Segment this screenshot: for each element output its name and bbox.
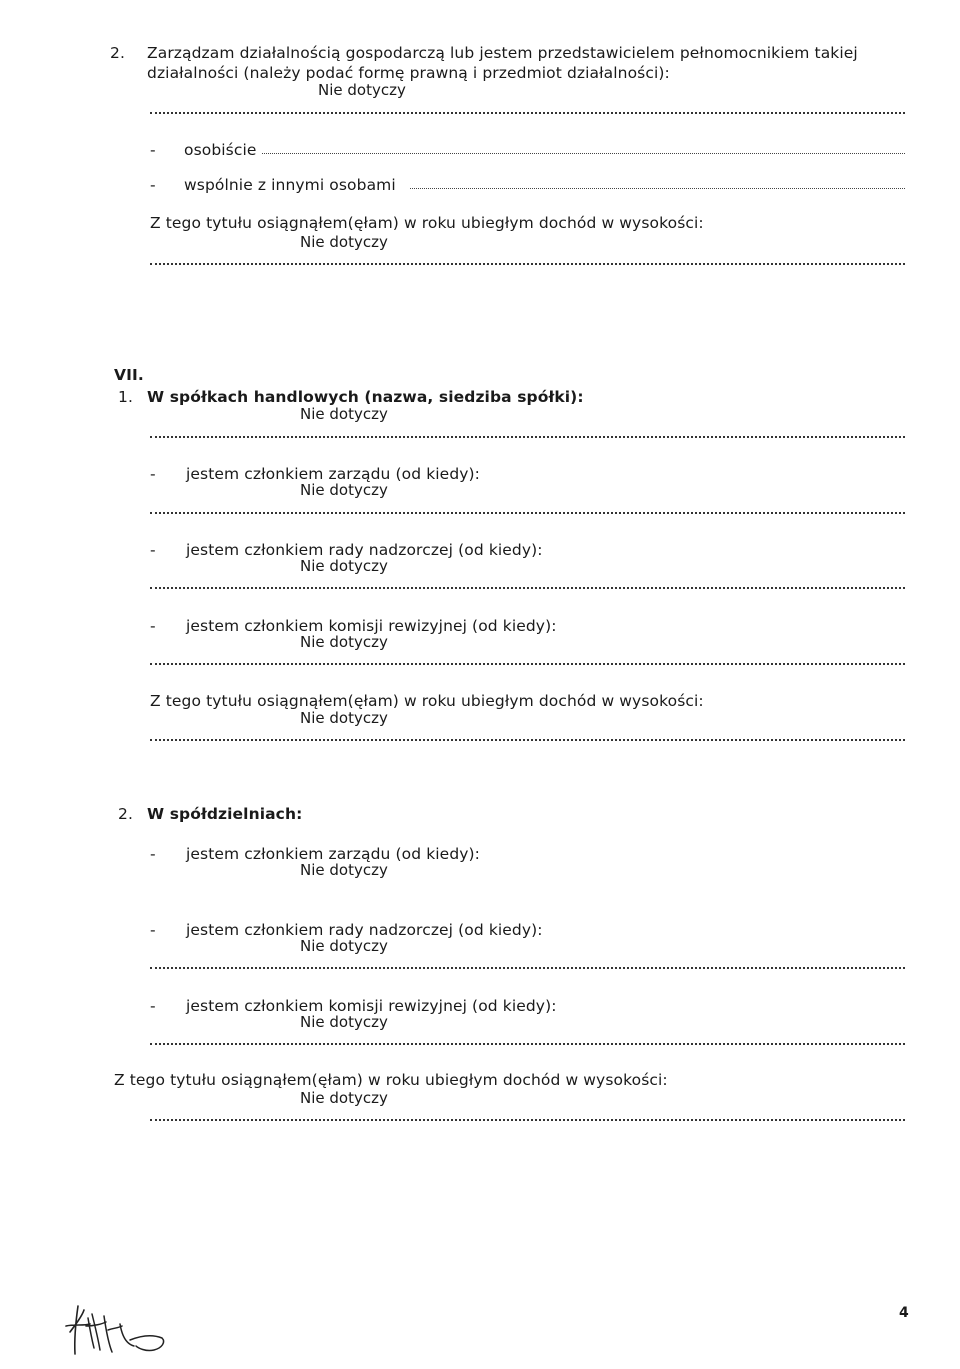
supervisory-answer: Nie dotyczy	[300, 557, 388, 575]
audit-answer: Nie dotyczy	[300, 1013, 388, 1031]
item-number: 1.	[118, 388, 133, 406]
answer-line	[150, 112, 905, 114]
bullet: -	[150, 997, 156, 1015]
item-number: 2.	[110, 44, 125, 62]
board-line	[150, 512, 905, 514]
income-line	[150, 1119, 905, 1121]
board-answer: Nie dotyczy	[300, 861, 388, 879]
companies-answer: Nie dotyczy	[300, 405, 388, 423]
income-answer: Nie dotyczy	[300, 233, 388, 251]
section-roman-number: VII.	[114, 366, 144, 384]
bullet: -	[150, 465, 156, 483]
personal-label: osobiście	[184, 141, 257, 159]
supervisory-line	[150, 967, 905, 969]
audit-label: jestem członkiem komisji rewizyjnej (od kiedy):	[186, 617, 557, 635]
board-answer: Nie dotyczy	[300, 481, 388, 499]
board-label: jestem członkiem zarządu (od kiedy):	[186, 465, 480, 483]
business-answer: Nie dotyczy	[318, 81, 406, 99]
business-heading-line1: Zarządzam działalnością gospodarczą lub jestem przedstawicielem pełnomocnikiem takiej	[147, 44, 858, 62]
income-label: Z tego tytułu osiągnąłem(ęłam) w roku ubiegłym dochód w wysokości:	[150, 692, 704, 710]
page-number: 4	[899, 1305, 909, 1321]
joint-label: wspólnie z innymi osobami	[184, 176, 396, 194]
supervisory-line	[150, 587, 905, 589]
companies-heading: W spółkach handlowych (nazwa, siedziba spółki):	[147, 388, 584, 406]
item-number: 2.	[118, 805, 133, 823]
income-label: Z tego tytułu osiągnąłem(ęłam) w roku ubiegłym dochód w wysokości:	[114, 1071, 668, 1089]
bullet: -	[150, 176, 156, 194]
supervisory-label: jestem członkiem rady nadzorczej (od kiedy):	[186, 541, 543, 559]
income-line	[150, 263, 905, 265]
personal-line	[262, 153, 905, 154]
income-answer: Nie dotyczy	[300, 1089, 388, 1107]
income-answer: Nie dotyczy	[300, 709, 388, 727]
handwritten-signature	[62, 1296, 172, 1362]
cooperatives-heading: W spółdzielniach:	[147, 805, 303, 823]
joint-line	[410, 188, 905, 189]
bullet: -	[150, 921, 156, 939]
audit-line	[150, 1043, 905, 1045]
audit-label: jestem członkiem komisji rewizyjnej (od kiedy):	[186, 997, 557, 1015]
business-heading-line2: działalności (należy podać formę prawną i przedmiot działalności):	[147, 64, 670, 82]
companies-line	[150, 436, 905, 438]
bullet: -	[150, 845, 156, 863]
bullet: -	[150, 617, 156, 635]
audit-answer: Nie dotyczy	[300, 633, 388, 651]
income-label: Z tego tytułu osiągnąłem(ęłam) w roku ubiegłym dochód w wysokości:	[150, 214, 704, 232]
audit-line	[150, 663, 905, 665]
board-label: jestem członkiem zarządu (od kiedy):	[186, 845, 480, 863]
supervisory-answer: Nie dotyczy	[300, 937, 388, 955]
income-line	[150, 739, 905, 741]
bullet: -	[150, 541, 156, 559]
supervisory-label: jestem członkiem rady nadzorczej (od kiedy):	[186, 921, 543, 939]
bullet: -	[150, 141, 156, 159]
